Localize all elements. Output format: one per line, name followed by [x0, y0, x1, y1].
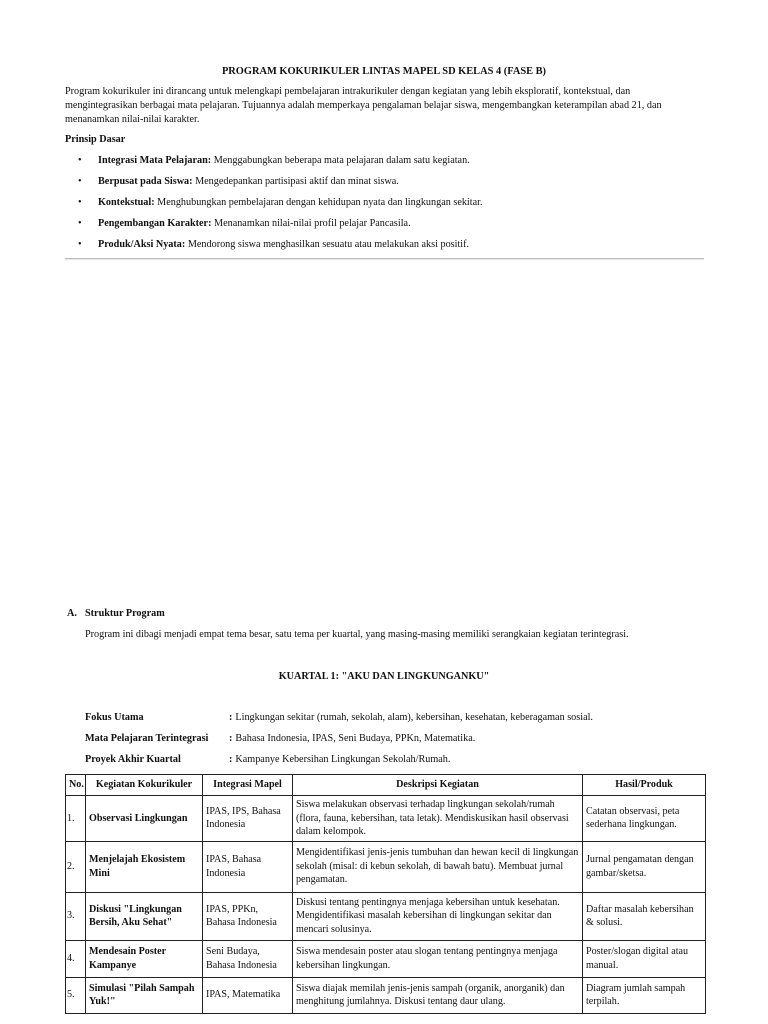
- cell-mapel: IPAS, Matematika: [203, 977, 293, 1013]
- proyek-akhir-value: Kampanye Kebersihan Lingkungan Sekolah/Rumah.: [235, 754, 451, 765]
- cell-deskripsi: Siswa mendesain poster atau slogan tentang pentingnya menjaga kebersihan lingkungan.: [293, 940, 583, 977]
- principles-list: [78, 150, 718, 255]
- cell-no: 3.: [66, 892, 86, 940]
- principle-desc: Menggabungkan beberapa mata pelajaran dalam satu kegiatan.: [211, 155, 470, 166]
- bullet-icon: •: [78, 176, 82, 187]
- cell-kegiatan: Menjelajah Ekosistem Mini: [86, 841, 203, 892]
- section-letter: A.: [67, 608, 77, 619]
- cell-no: 1.: [66, 796, 86, 842]
- principle-desc: Menghubungkan pembelajaran dengan kehidupan nyata dan lingkungan sekitar.: [154, 197, 483, 208]
- cell-no: 2.: [66, 841, 86, 892]
- cell-mapel: IPAS, IPS, Bahasa Indonesia: [203, 796, 293, 842]
- principle-item: [78, 234, 718, 255]
- separator: :: [229, 733, 233, 744]
- prinsip-heading: Prinsip Dasar: [65, 134, 126, 145]
- principle-item: [78, 213, 718, 234]
- intro-paragraph: Program kokurikuler ini dirancang untuk melengkapi pembelajaran intrakurikuler dengan kegiatan yang lebih eksploratif, kontekstual, dan mengintegrasikan berbagai mata pelajaran. Tujuannya adalah memperkaya pengalaman belajar siswa, mengembangkan keterampilan abad 21, dan menanamkan nilai-nilai karakter.: [65, 86, 662, 125]
- cell-deskripsi: Diskusi tentang pentingnya menjaga kebersihan untuk kesehatan. Mengidentifikasi masalah kebersihan di lingkungan sekitar dan mencari solusinya.: [293, 892, 583, 940]
- cell-no: 4.: [66, 940, 86, 977]
- activities-table: [65, 774, 706, 1014]
- separator: :: [229, 754, 233, 765]
- table-row: [66, 940, 706, 977]
- principle-term: Produk/Aksi Nyata:: [98, 239, 186, 250]
- cell-hasil: Diagram jumlah sampah terpilah.: [583, 977, 706, 1013]
- proyek-akhir-row: [85, 754, 705, 765]
- cell-deskripsi: Siswa melakukan observasi terhadap lingkungan sekolah/rumah (flora, fauna, kebersihan, tata letak). Mendiskusikan hasil observasi dalam kelompok.: [293, 796, 583, 842]
- header-integrasi-mapel: Integrasi Mapel: [203, 775, 293, 796]
- document-title: PROGRAM KOKURIKULER LINTAS MAPEL SD KELAS 4 (FASE B): [221, 66, 547, 77]
- table-header-row: [66, 775, 706, 796]
- principle-desc: Mengedepankan partisipasi aktif dan minat siswa.: [192, 176, 399, 187]
- bullet-icon: •: [78, 218, 82, 229]
- cell-kegiatan: Diskusi "Lingkungan Bersih, Aku Sehat": [86, 892, 203, 940]
- cell-hasil: Poster/slogan digital atau manual.: [583, 940, 706, 977]
- principle-term: Berpusat pada Siswa:: [98, 176, 193, 187]
- cell-deskripsi: Mengidentifikasi jenis-jenis tumbuhan dan hewan kecil di lingkungan sekolah (misal: di kebun sekolah, di bawah batu). Membuat jurnal pengamatan.: [293, 841, 583, 892]
- principle-term: Pengembangan Karakter:: [98, 218, 212, 229]
- cell-no: 5.: [66, 977, 86, 1013]
- cell-hasil: Daftar masalah kebersihan & solusi.: [583, 892, 706, 940]
- fokus-utama-value: Lingkungan sekitar (rumah, sekolah, alam), kebersihan, kesehatan, keberagaman sosial.: [235, 712, 593, 723]
- fokus-utama-row: [85, 712, 705, 723]
- fokus-utama-label: Fokus Utama: [85, 712, 144, 723]
- table-row: [66, 796, 706, 842]
- separator: :: [229, 712, 233, 723]
- cell-mapel: IPAS, PPKn, Bahasa Indonesia: [203, 892, 293, 940]
- principle-term: Kontekstual:: [98, 197, 155, 208]
- horizontal-divider: [65, 258, 704, 260]
- cell-hasil: Catatan observasi, peta sederhana lingkungan.: [583, 796, 706, 842]
- cell-mapel: IPAS, Bahasa Indonesia: [203, 841, 293, 892]
- table-row: [66, 977, 706, 1013]
- section-a-heading: [67, 608, 165, 619]
- section-a-title: Struktur Program: [85, 608, 165, 619]
- header-hasil-produk: Hasil/Produk: [583, 775, 706, 796]
- mapel-terintegrasi-value: Bahasa Indonesia, IPAS, Seni Budaya, PPKn, Matematika.: [235, 733, 476, 744]
- cell-kegiatan: Mendesain Poster Kampanye: [86, 940, 203, 977]
- principle-desc: Menanamkan nilai-nilai profil pelajar Pancasila.: [211, 218, 411, 229]
- bullet-icon: •: [78, 239, 82, 250]
- bullet-icon: •: [78, 197, 82, 208]
- mapel-terintegrasi-label: Mata Pelajaran Terintegrasi: [85, 733, 209, 744]
- table-row: [66, 841, 706, 892]
- principle-term: Integrasi Mata Pelajaran:: [98, 155, 212, 166]
- cell-mapel: Seni Budaya, Bahasa Indonesia: [203, 940, 293, 977]
- principle-item: [78, 171, 718, 192]
- cell-deskripsi: Siswa diajak memilah jenis-jenis sampah (organik, anorganik) dan menghitung jumlahnya. Diskusi tentang daur ulang.: [293, 977, 583, 1013]
- section-a-text: Program ini dibagi menjadi empat tema besar, satu tema per kuartal, yang masing-masing memiliki serangkaian kegiatan terintegrasi.: [85, 629, 629, 640]
- principle-desc: Mendorong siswa menghasilkan sesuatu atau melakukan aksi positif.: [185, 239, 470, 250]
- mapel-terintegrasi-row: [85, 733, 705, 744]
- header-deskripsi: Deskripsi Kegiatan: [293, 775, 583, 796]
- header-no: No.: [66, 775, 86, 796]
- principle-item: [78, 192, 718, 213]
- kuartal-1-title: KUARTAL 1: "AKU DAN LINGKUNGANKU": [278, 671, 490, 682]
- table-row: [66, 892, 706, 940]
- bullet-icon: •: [78, 155, 82, 166]
- header-kegiatan: Kegiatan Kokurikuler: [86, 775, 203, 796]
- cell-hasil: Jurnal pengamatan dengan gambar/sketsa.: [583, 841, 706, 892]
- cell-kegiatan: Simulasi "Pilah Sampah Yuk!": [86, 977, 203, 1013]
- cell-kegiatan: Observasi Lingkungan: [86, 796, 203, 842]
- proyek-akhir-label: Proyek Akhir Kuartal: [85, 754, 181, 765]
- principle-item: [78, 150, 718, 171]
